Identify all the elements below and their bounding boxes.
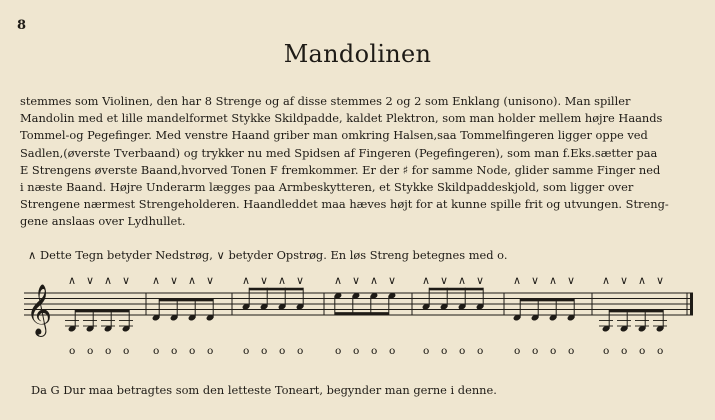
bow-mark: ∨ — [567, 274, 576, 287]
bow-mark: ∧ — [638, 274, 647, 287]
bow-mark: ∧ — [422, 274, 431, 287]
bow-mark: ∧ — [278, 274, 287, 287]
bow-mark: ∧ — [370, 274, 379, 287]
open-string-mark: o — [353, 345, 360, 357]
open-string-mark: o — [657, 345, 664, 357]
open-string-mark: o — [189, 345, 196, 357]
bow-mark: ∨ — [352, 274, 361, 287]
open-string-mark: o — [69, 345, 76, 357]
bow-mark: ∨ — [440, 274, 449, 287]
note-beam — [75, 310, 129, 313]
measure — [334, 274, 397, 357]
bow-mark: ∨ — [296, 274, 305, 287]
note-beam — [335, 312, 389, 315]
open-string-mark: o — [123, 345, 130, 357]
bow-mark: ∧ — [549, 274, 558, 287]
bow-mark: ∨ — [206, 274, 215, 287]
open-string-mark: o — [389, 345, 396, 357]
bowing-legend — [28, 248, 507, 262]
closing-text: Da G Dur maa betragtes som den letteste Toneart, begynder man gerne i denne. — [31, 383, 497, 397]
bow-mark: ∧ — [458, 274, 467, 287]
open-string-mark: o — [568, 345, 575, 357]
open-string-mark: o — [532, 345, 539, 357]
open-string-mark: o — [459, 345, 466, 357]
measures — [65, 274, 692, 357]
bow-mark: ∨ — [260, 274, 269, 287]
open-string-mark: o — [639, 345, 646, 357]
bow-mark: ∧ — [334, 274, 343, 287]
legend-text-1: Dette Tegn betyder Nedstrøg, — [39, 248, 213, 262]
open-string-mark: o — [441, 345, 448, 357]
open-string-mark: o — [207, 345, 214, 357]
paragraph-line: stemmes som Violinen, den har 8 Strenge og af disse stemmes 2 og 2 som Enklang (unisono). Man spiller — [20, 94, 631, 108]
measure — [599, 274, 667, 357]
paragraph-line: E Strengens øverste Baand,hvorved Tonen F fremkommer. Er der ♯ for samme Node, glider samme Finger ned — [20, 162, 661, 177]
open-string-mark: o — [87, 345, 94, 357]
bow-mark: ∨ — [388, 274, 397, 287]
open-string-mark: o — [621, 345, 628, 357]
bow-mark: ∧ — [68, 274, 77, 287]
treble-clef-icon: 𝄞 — [26, 284, 53, 335]
music-staff — [0, 270, 715, 360]
note-beam — [429, 288, 483, 291]
open-string-mark: o — [550, 345, 557, 357]
bow-mark: ∨ — [122, 274, 131, 287]
bow-mark: ∨ — [531, 274, 540, 287]
open-string-mark: o — [297, 345, 304, 357]
paragraph-line: Sadlen,(øverste Tverbaand) og trykker nu med Spidsen af Fingeren (Pegefingeren), som man f.Eks.sætter paa — [20, 145, 658, 160]
bow-mark: ∧ — [152, 274, 161, 287]
measure — [422, 274, 485, 357]
open-string-mark: o — [279, 345, 286, 357]
measure — [242, 274, 305, 357]
bow-mark: ∨ — [476, 274, 485, 287]
bow-mark: ∧ — [602, 274, 611, 287]
open-string-mark: o — [105, 345, 112, 357]
upstroke-symbol: ∨ — [216, 248, 225, 262]
open-string-mark: o — [261, 345, 268, 357]
bow-mark: ∨ — [620, 274, 629, 287]
legend-end: . — [503, 248, 508, 262]
bow-mark: ∨ — [170, 274, 179, 287]
open-string-mark: o — [153, 345, 160, 357]
open-string-symbol: o — [497, 248, 504, 262]
legend-text-2: betyder Opstrøg. En løs Streng betegnes med — [228, 248, 494, 262]
paragraph-line: i næste Baand. Højre Underarm lægges paa Armbeskytteren, et Stykke Skildpaddeskjold, som ligger over — [20, 180, 634, 195]
open-string-mark: o — [371, 345, 378, 357]
open-string-mark: o — [423, 345, 430, 357]
paragraph-line: Strengene nærmest Strengeholderen. Haandleddet maa hæves højt for at kunne spille frit og utvungen. Streng- — [20, 197, 669, 212]
open-string-mark: o — [335, 345, 342, 357]
open-string-mark: o — [603, 345, 610, 357]
bow-mark: ∨ — [656, 274, 665, 287]
open-string-mark: o — [514, 345, 521, 357]
intro-paragraph — [20, 93, 696, 231]
paragraph-line: Tommel-og Pegefinger. Med venstre Haand griber man omkring Halsen,saa Tommelfingeren ligger oppe ved — [20, 128, 648, 143]
bow-mark: ∧ — [104, 274, 113, 287]
bow-mark: ∨ — [86, 274, 95, 287]
page-number: 8 — [17, 18, 27, 33]
paragraph-line: gene anslaas over Lydhullet. — [20, 214, 186, 229]
open-string-mark: o — [243, 345, 250, 357]
page-title: Mandolinen — [283, 40, 432, 68]
downstroke-symbol: ∧ — [28, 248, 37, 262]
measure — [65, 274, 133, 357]
measure — [513, 274, 576, 357]
open-string-mark: o — [171, 345, 178, 357]
note-beam — [249, 288, 303, 291]
bow-mark: ∧ — [188, 274, 197, 287]
paragraph-line: Mandolin med et lille mandelformet Stykke Skildpadde, kaldet Plektron, som man holder mellem højre Haands — [20, 111, 663, 126]
bow-mark: ∧ — [242, 274, 251, 287]
measure — [152, 274, 215, 357]
note-beam — [609, 310, 663, 313]
bow-mark: ∧ — [513, 274, 522, 287]
open-string-mark: o — [477, 345, 484, 357]
note-beam — [159, 299, 213, 302]
note-beam — [520, 299, 574, 302]
